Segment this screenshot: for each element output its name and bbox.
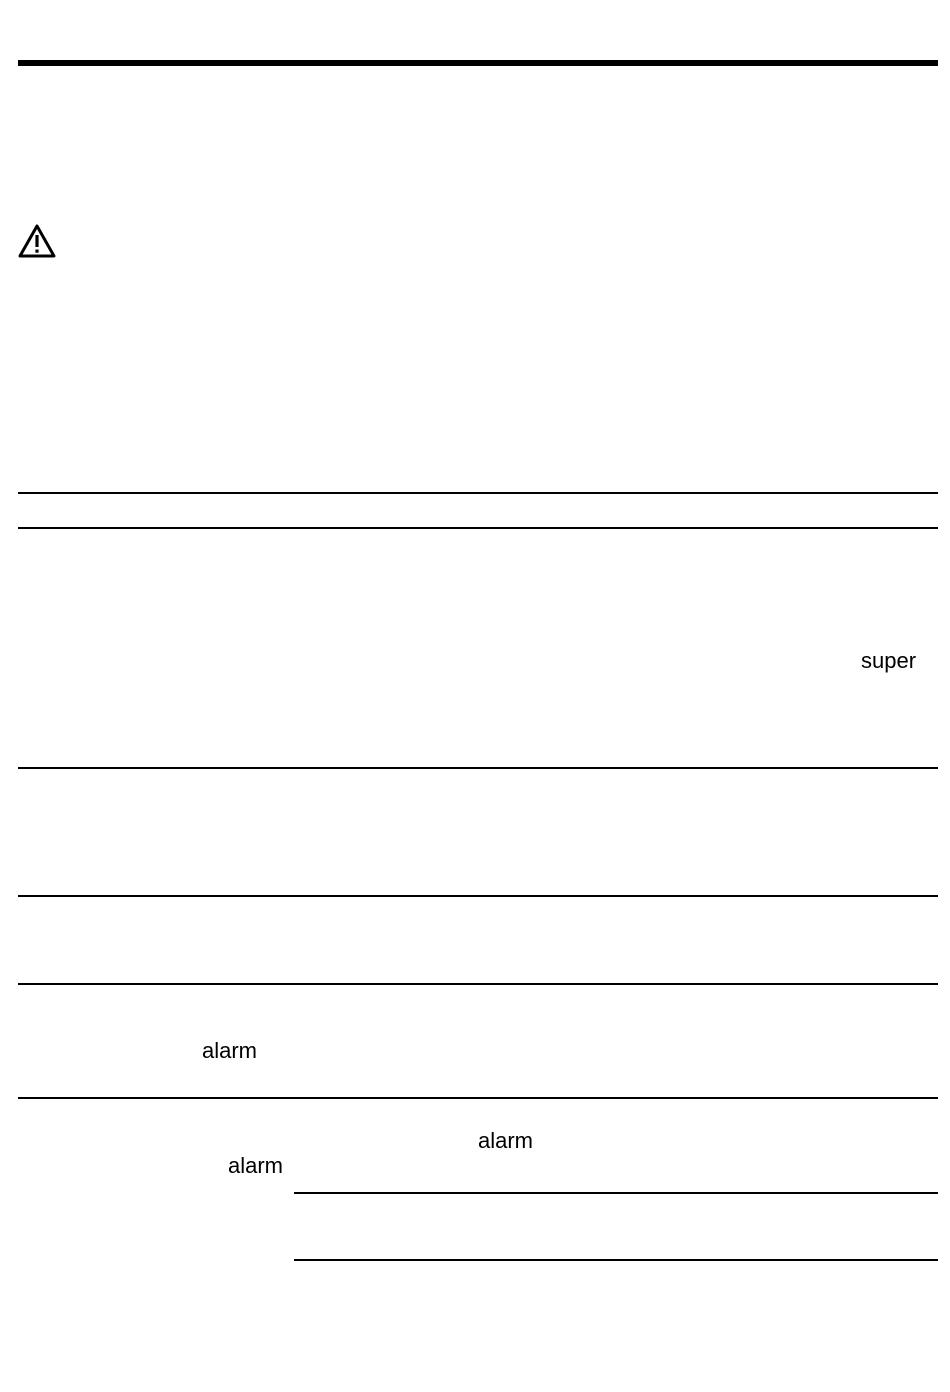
table-cell-text: alarm xyxy=(478,1128,534,1153)
table-row-divider xyxy=(18,767,938,769)
table-row-divider xyxy=(18,1097,938,1099)
table-subrow-divider xyxy=(294,1192,938,1194)
table-top-rule xyxy=(18,492,938,494)
warning-triangle-icon xyxy=(18,224,56,258)
header-rule xyxy=(18,60,938,66)
table-cell-text: alarm xyxy=(228,1153,284,1178)
table-row-divider xyxy=(18,983,938,985)
table-subrow-divider xyxy=(294,1259,938,1261)
table-row-divider xyxy=(18,895,938,897)
table-header-rule xyxy=(18,527,938,529)
table-cell-text: super xyxy=(861,648,917,673)
table-cell-text: alarm xyxy=(202,1038,258,1063)
